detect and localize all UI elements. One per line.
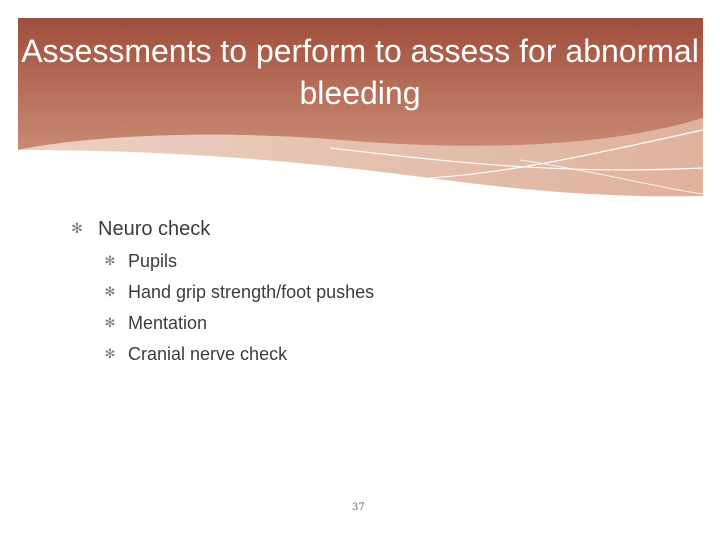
sub-bullet-text: Pupils	[128, 251, 178, 271]
bullet-item	[70, 212, 670, 246]
sub-bullet-text: Hand grip strength/foot pushes	[128, 282, 375, 302]
asterisk-icon: ✻	[104, 316, 116, 331]
sub-bullet-text: Cranial nerve check	[128, 344, 288, 364]
sub-bullet-text: Mentation	[128, 313, 208, 333]
asterisk-icon: ✻	[104, 347, 116, 362]
sub-bullet-item	[70, 308, 670, 339]
bullet-list	[70, 212, 670, 370]
asterisk-icon: ✻	[104, 254, 116, 269]
page-number: 37	[352, 502, 365, 513]
sub-bullet-item	[70, 277, 670, 308]
sub-bullet-item	[70, 246, 670, 277]
slide-title: Assessments to perform to assess for abnormal bleeding	[21, 33, 699, 111]
asterisk-icon: ✻	[104, 285, 116, 300]
asterisk-icon: ✻	[71, 221, 83, 237]
sub-bullet-item	[70, 339, 670, 370]
bullet-text: Neuro check	[98, 217, 211, 240]
